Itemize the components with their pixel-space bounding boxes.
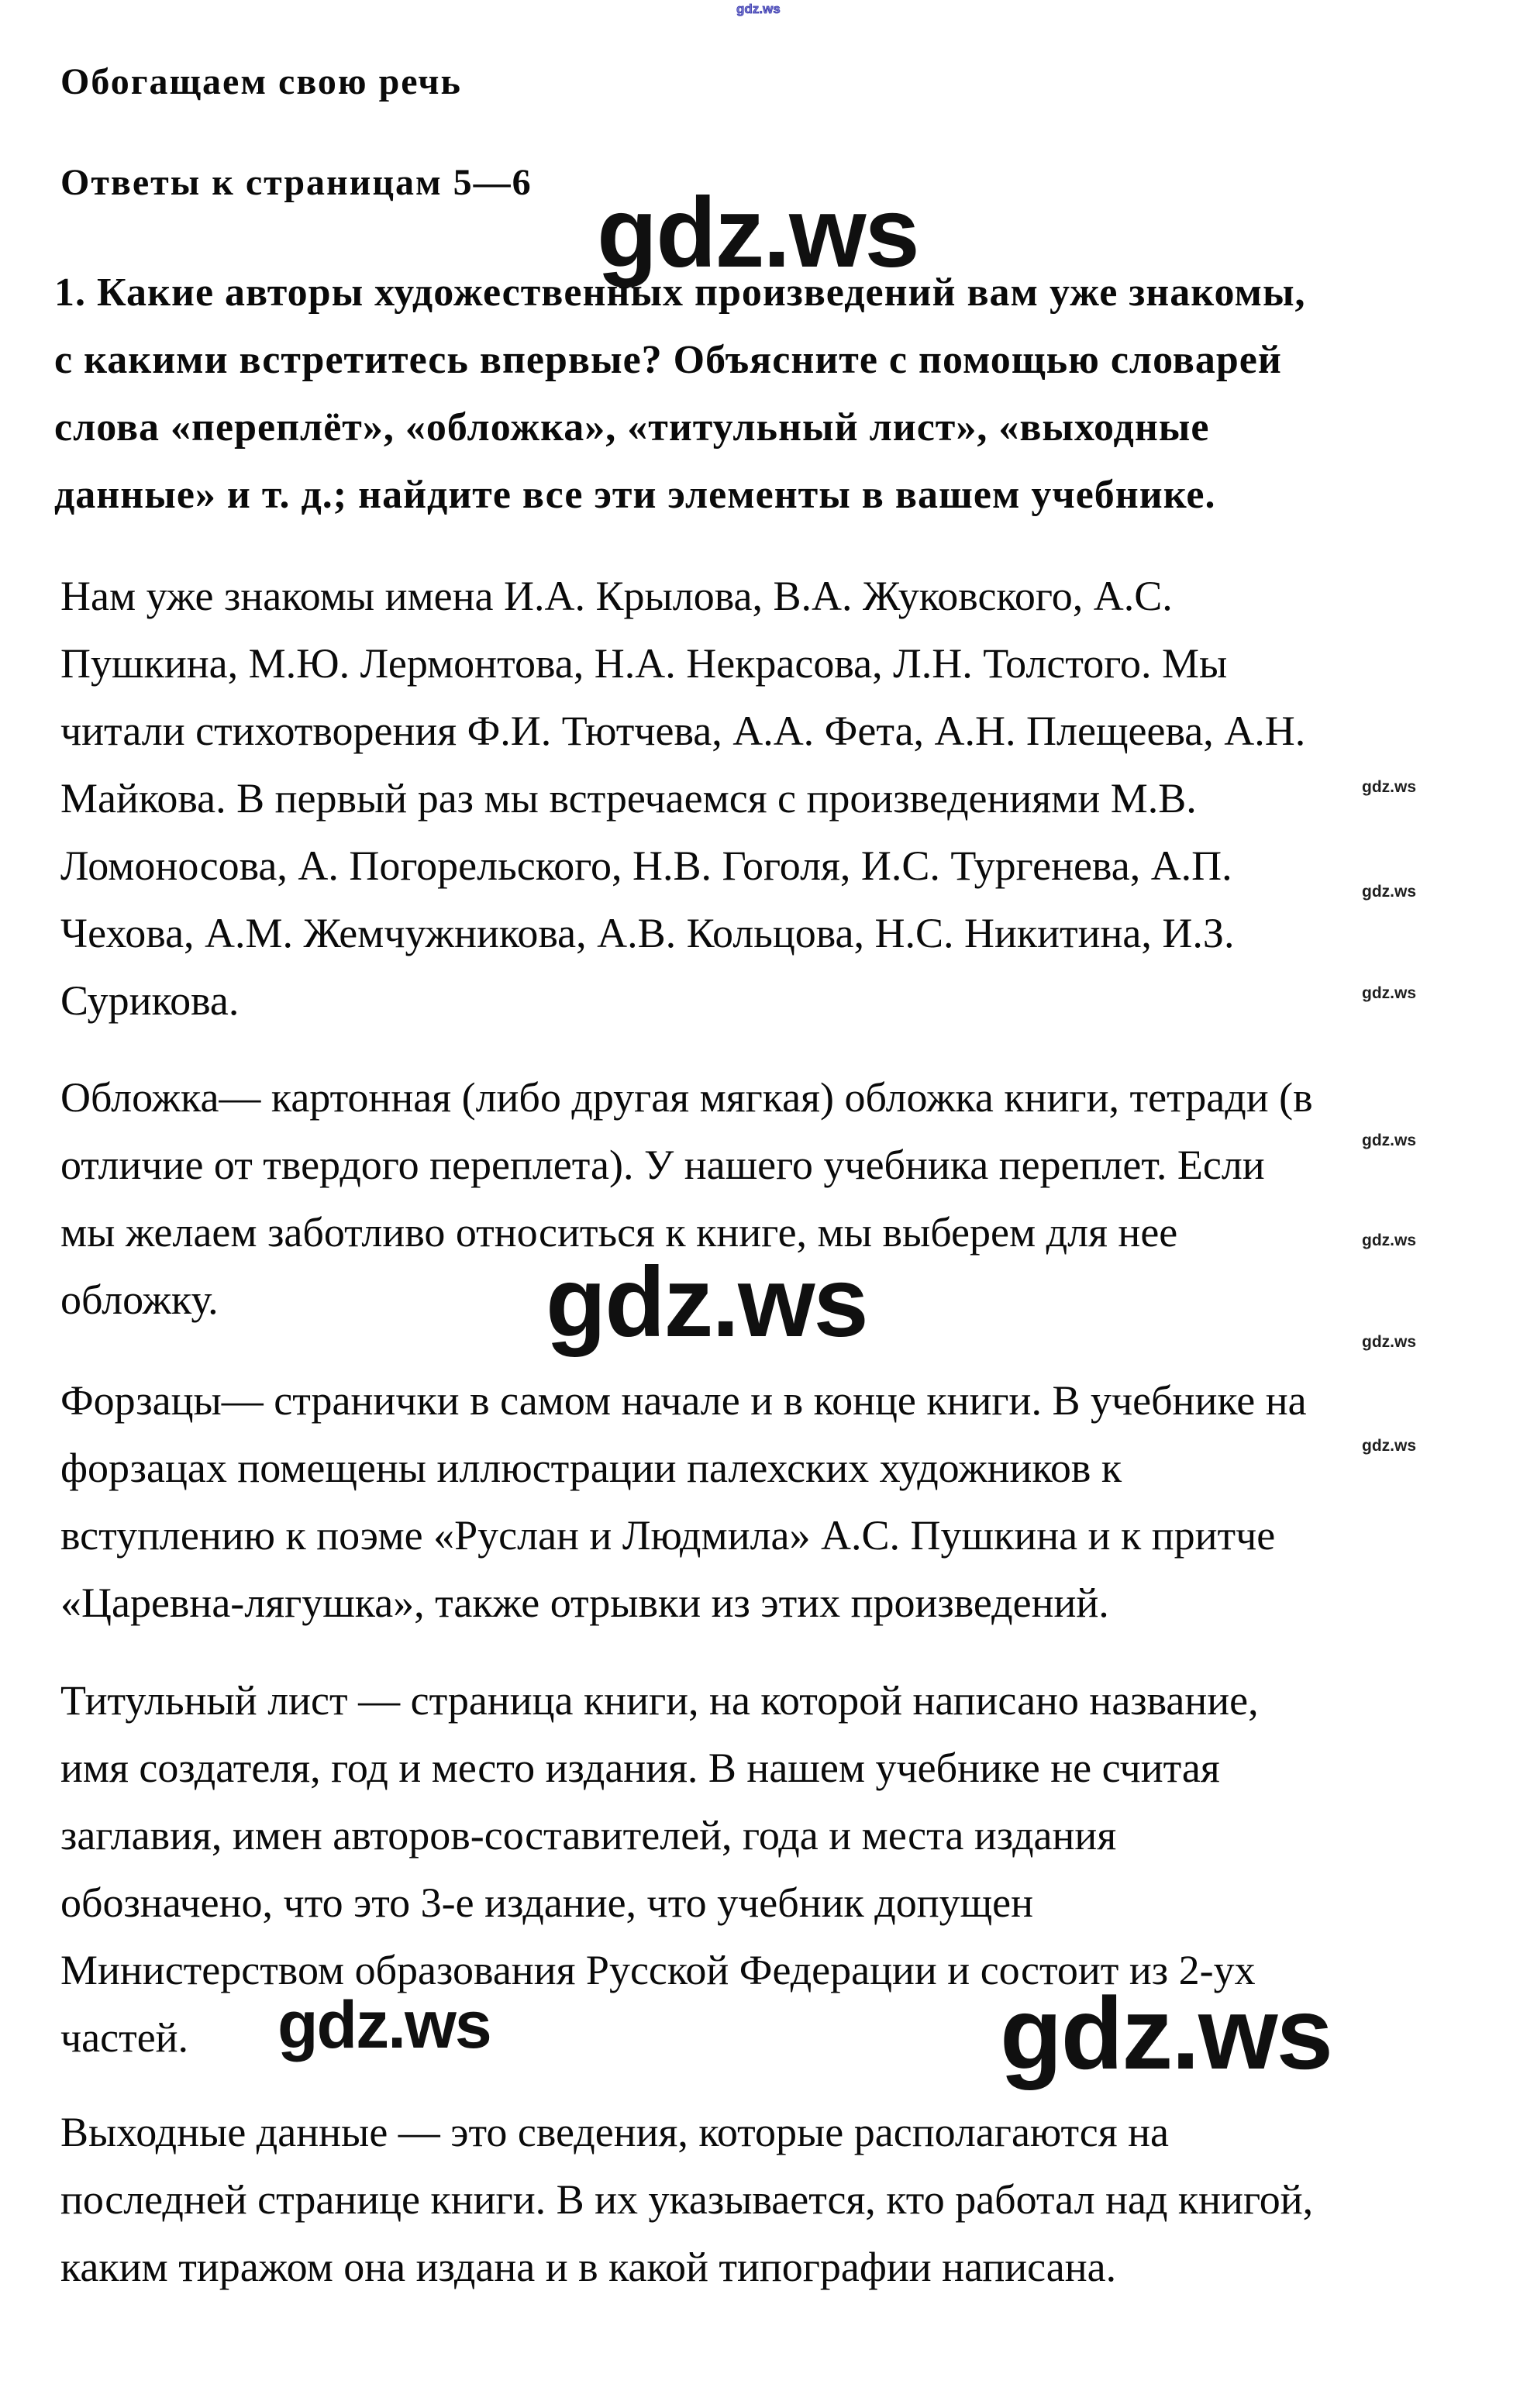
paragraph-line: мы желаем заботливо относиться к книге, мы выберем для нее: [60, 1209, 1178, 1256]
paragraph-line: читали стихотворения Ф.И. Тютчева, А.А. Фета, А.Н. Плещеева, А.Н.: [60, 708, 1306, 754]
paragraph-line: отличие от твердого переплета). У нашего учебника переплет. Если: [60, 1142, 1265, 1188]
paragraph-line: Пушкина, М.Ю. Лермонтова, Н.А. Некрасова, Л.Н. Толстого. Мы: [60, 640, 1228, 687]
gdz-watermark-medium-3: gdz.ws: [277, 1988, 491, 2062]
answer-paragraph-vykhodnye-dannye: [60, 2099, 1313, 2301]
gdz-watermark-side-1: gdz.ws: [1362, 778, 1417, 796]
gdz-watermark-side-2: gdz.ws: [1362, 883, 1417, 901]
question-line-1: 1. Какие авторы художественных произведений вам уже знакомы,: [54, 270, 1306, 315]
paragraph-line: Нам уже знакомы имена И.А. Крылова, В.А. Жуковского, А.С.: [60, 573, 1173, 619]
gdz-watermark-large-2: gdz.ws: [546, 1247, 867, 1358]
paragraph-line: «Царевна-лягушка», также отрывки из этих произведений.: [60, 1579, 1109, 1626]
answer-paragraph-oblozhka: [60, 1064, 1313, 1334]
paragraph-line: Форзацы— странички в самом начале и в конце книги. В учебнике на: [60, 1377, 1307, 1424]
gdz-watermark-side-3: gdz.ws: [1362, 984, 1417, 1002]
gdz-watermark-side-4: gdz.ws: [1362, 1132, 1417, 1149]
gdz-watermark-large-1: gdz.ws: [597, 177, 919, 288]
paragraph-line: Майкова. В первый раз мы встречаемся с произведениями М.В.: [60, 775, 1197, 822]
gdz-watermark-side-7: gdz.ws: [1362, 1437, 1417, 1455]
paragraph-line: каким тиражом она издана и в какой типографии написана.: [60, 2244, 1117, 2290]
answer-paragraph-titulny-list: [60, 1667, 1259, 2072]
answer-paragraph-authors: [60, 563, 1305, 1035]
paragraph-line: Ломоносова, А. Погорельского, Н.В. Гоголя, И.С. Тургенева, А.П.: [60, 842, 1232, 889]
paragraph-line: Министерством образования Русской Федерации и состоит из 2-ух: [60, 1947, 1256, 1993]
paragraph-line: обложку.: [60, 1276, 219, 1323]
paragraph-line: форзацах помещены иллюстрации палехских художников к: [60, 1445, 1122, 1491]
section-title: Обогащаем свою речь: [60, 61, 462, 102]
question-line-3: слова «переплёт», «обложка», «титульный лист», «выходные: [54, 405, 1210, 450]
paragraph-line: Сурикова.: [60, 977, 240, 1024]
gdz-watermark-large-4: gdz.ws: [1000, 1976, 1332, 2090]
paragraph-line: Обложка— картонная (либо другая мягкая) обложка книги, тетради (в: [60, 1074, 1313, 1121]
gdz-watermark-side-6: gdz.ws: [1362, 1333, 1417, 1351]
gdz-watermark-tiny-top: gdz.ws: [736, 2, 781, 16]
answer-paragraph-forzatsy: [60, 1367, 1307, 1637]
paragraph-line: имя создателя, год и место издания. В нашем учебнике не считая: [60, 1745, 1220, 1791]
paragraph-line: заглавия, имен авторов-составителей, года и места издания: [60, 1812, 1117, 1859]
gdz-watermark-side-5: gdz.ws: [1362, 1232, 1417, 1249]
paragraph-line: Чехова, А.М. Жемчужникова, А.В. Кольцова, Н.С. Никитина, И.З.: [60, 910, 1235, 956]
paragraph-line: вступлению к поэме «Руслан и Людмила» А.С. Пушкина и к притче: [60, 1512, 1276, 1559]
paragraph-line: Титульный лист — страница книги, на которой написано название,: [60, 1677, 1259, 1724]
paragraph-line: последней странице книги. В их указывается, кто работал над книгой,: [60, 2176, 1314, 2223]
question-line-4: данные» и т. д.; найдите все эти элементы в вашем учебнике.: [54, 473, 1216, 517]
question-paragraph: [54, 259, 1306, 529]
question-line-2: с какими встретитесь впервые? Объясните с помощью словарей: [54, 338, 1282, 382]
paragraph-line: частей.: [60, 2014, 189, 2061]
pages-subtitle: Ответы к страницам 5—6: [60, 162, 533, 203]
paragraph-line: обозначено, что это 3-е издание, что учебник допущен: [60, 1879, 1034, 1926]
paragraph-line: Выходные данные — это сведения, которые располагаются на: [60, 2109, 1169, 2155]
